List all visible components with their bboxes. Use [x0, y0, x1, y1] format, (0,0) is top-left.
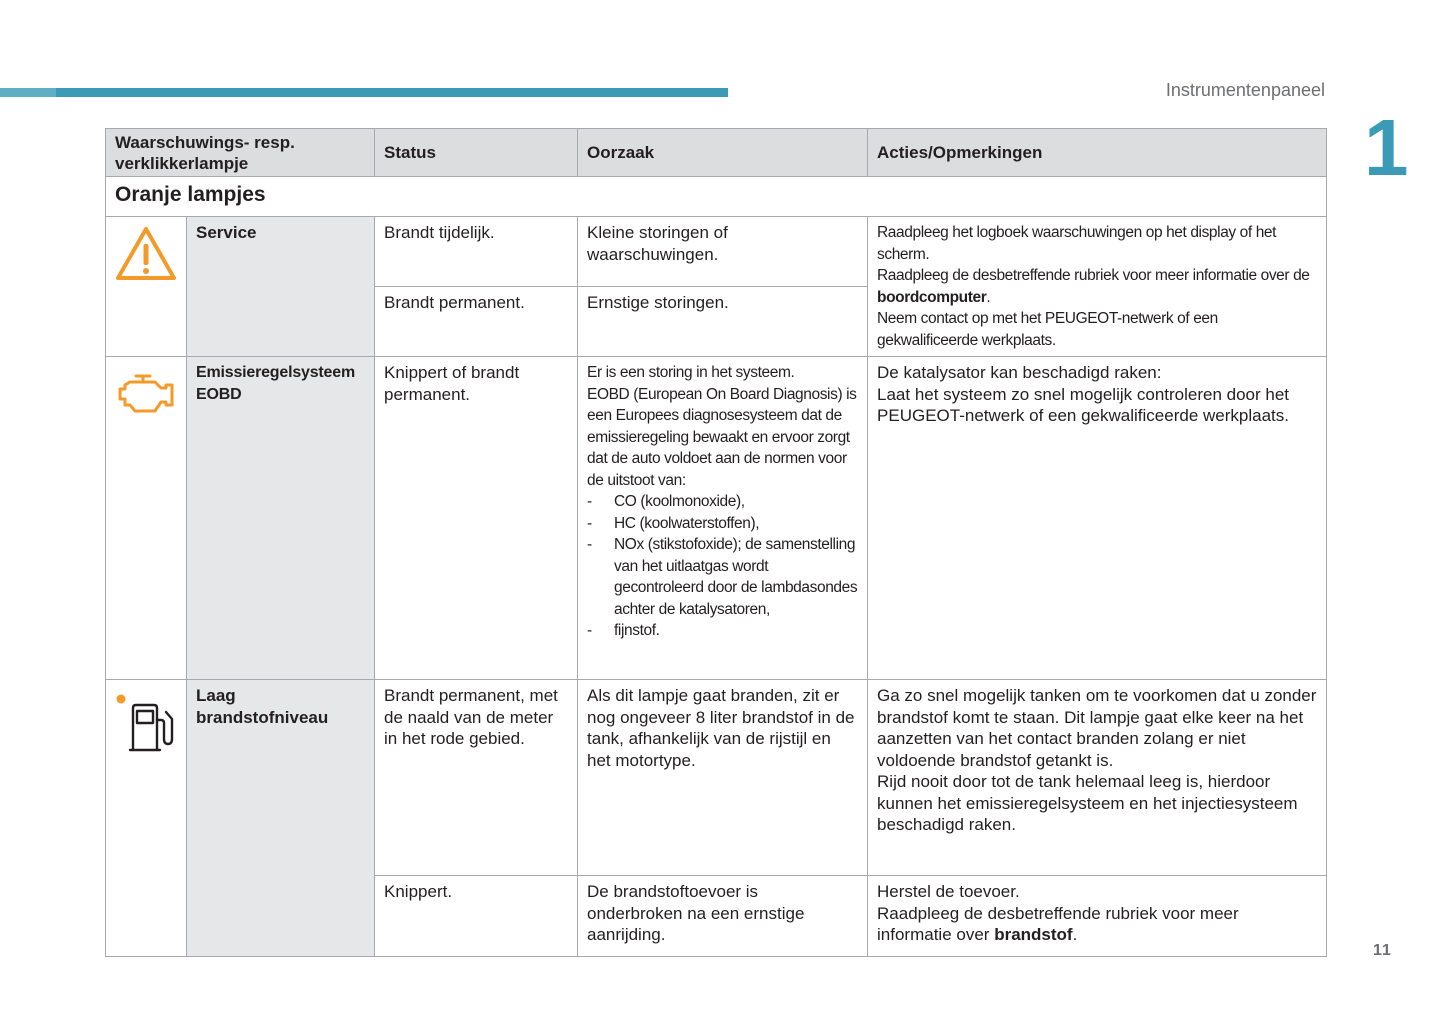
fuel-action-1: Ga zo snel mogelijk tanken om te voorkomen dat u zonder brandstof komt te staan. Dit lampje gaat elke keer na het aanzetten van het contact branden zolang er niet voldoende brandstof getankt is. Rijd nooit door tot de tank helemaal leeg is, hierdoor kunnen het emissieregelsysteem en het injectiesysteem beschadigd raken. — [868, 680, 1327, 876]
list-item: - CO (koolmonoxide), — [587, 491, 858, 513]
fuel-cause-2: De brandstoftoevoer is onderbroken na een ernstige aanrijding. — [578, 876, 868, 957]
header-bar — [56, 88, 728, 97]
warning-triangle-icon — [114, 225, 178, 283]
header-bar-light — [0, 88, 56, 97]
service-status-2: Brandt permanent. — [375, 287, 578, 357]
list-item: - HC (koolwaterstoffen), — [587, 513, 858, 535]
fuel-action-2-text: Herstel de toevoer. Raadpleeg de desbetreffende rubriek voor meer informatie over — [877, 882, 1239, 944]
eobd-cause-list — [587, 491, 858, 642]
fuel-pump-icon — [128, 702, 178, 754]
service-cause-1: Kleine storingen of waarschuwingen. — [578, 217, 868, 287]
section-title: Instrumentenpaneel — [1165, 80, 1325, 100]
service-action-line-2: Raadpleeg de desbetreffende rubriek voor meer informatie over de — [877, 267, 1310, 284]
warning-lamps-table — [105, 128, 1327, 957]
service-icon-cell — [106, 217, 187, 357]
service-cause-2: Ernstige storingen. — [578, 287, 868, 357]
fuel-action-2 — [868, 876, 1327, 957]
engine-icon — [116, 371, 178, 417]
service-action-after-bold: . — [986, 288, 991, 306]
eobd-status: Knippert of brandt permanent. — [375, 357, 578, 680]
fuel-icon-cell — [106, 680, 187, 957]
eobd-cause — [578, 357, 868, 680]
service-status-1: Brandt tijdelijk. — [375, 217, 578, 287]
service-action-line-1: Raadpleeg het logboek waarschuwingen op het display of het scherm. — [877, 224, 1277, 263]
fuel-action-2-after: . — [1072, 925, 1078, 944]
eobd-cause-intro: Er is een storing in het systeem. EOBD (European On Board Diagnosis) is een Europees diagnosesysteem dat de emissieregeling bewaakt en ervoor zorgt dat de auto voldoet aan de normen voor de uitstoot van: — [587, 364, 857, 489]
fuel-status-1: Brandt permanent, met de naald van de meter in het rode gebied. — [375, 680, 578, 876]
fuel-status-2: Knippert. — [375, 876, 578, 957]
service-action-line-3: Neem contact op met het PEUGEOT-netwerk of een gekwalificeerde werkplaats. — [877, 310, 1218, 349]
service-action-bold: boordcomputer — [877, 288, 987, 306]
header-status: Status — [375, 129, 578, 177]
list-item: - NOx (stikstofoxide); de samenstelling van het uitlaatgas wordt gecontroleerd door de lambdasondes achter de katalysatoren, — [587, 534, 858, 620]
header-cause: Oorzaak — [578, 129, 868, 177]
fuel-action-2-bold: brandstof — [994, 925, 1073, 944]
orange-dot-icon — [115, 693, 127, 705]
service-actions — [868, 217, 1327, 357]
header-actions: Acties/Opmerkingen — [868, 129, 1327, 177]
chapter-number: 1 — [1364, 103, 1409, 192]
eobd-name: Emissieregelsysteem EOBD — [187, 357, 375, 680]
fuel-cause-1: Als dit lampje gaat branden, zit er nog ongeveer 8 liter brandstof in de tank, afhankelijk van de rijstijl en het motortype. — [578, 680, 868, 876]
header-lamp: Waarschuwings- resp. verklikkerlampje — [106, 129, 375, 177]
eobd-action: De katalysator kan beschadigd raken: Laat het systeem zo snel mogelijk controleren door het PEUGEOT-netwerk of een gekwalificeerde werkplaats. — [868, 357, 1327, 680]
page-number: 11 — [1373, 942, 1392, 959]
service-name: Service — [187, 217, 375, 357]
eobd-icon-cell — [106, 357, 187, 680]
list-item: - fijnstof. — [587, 620, 858, 642]
fuel-name: Laag brandstofniveau — [187, 680, 375, 957]
group-title: Oranje lampjes — [106, 177, 1327, 217]
